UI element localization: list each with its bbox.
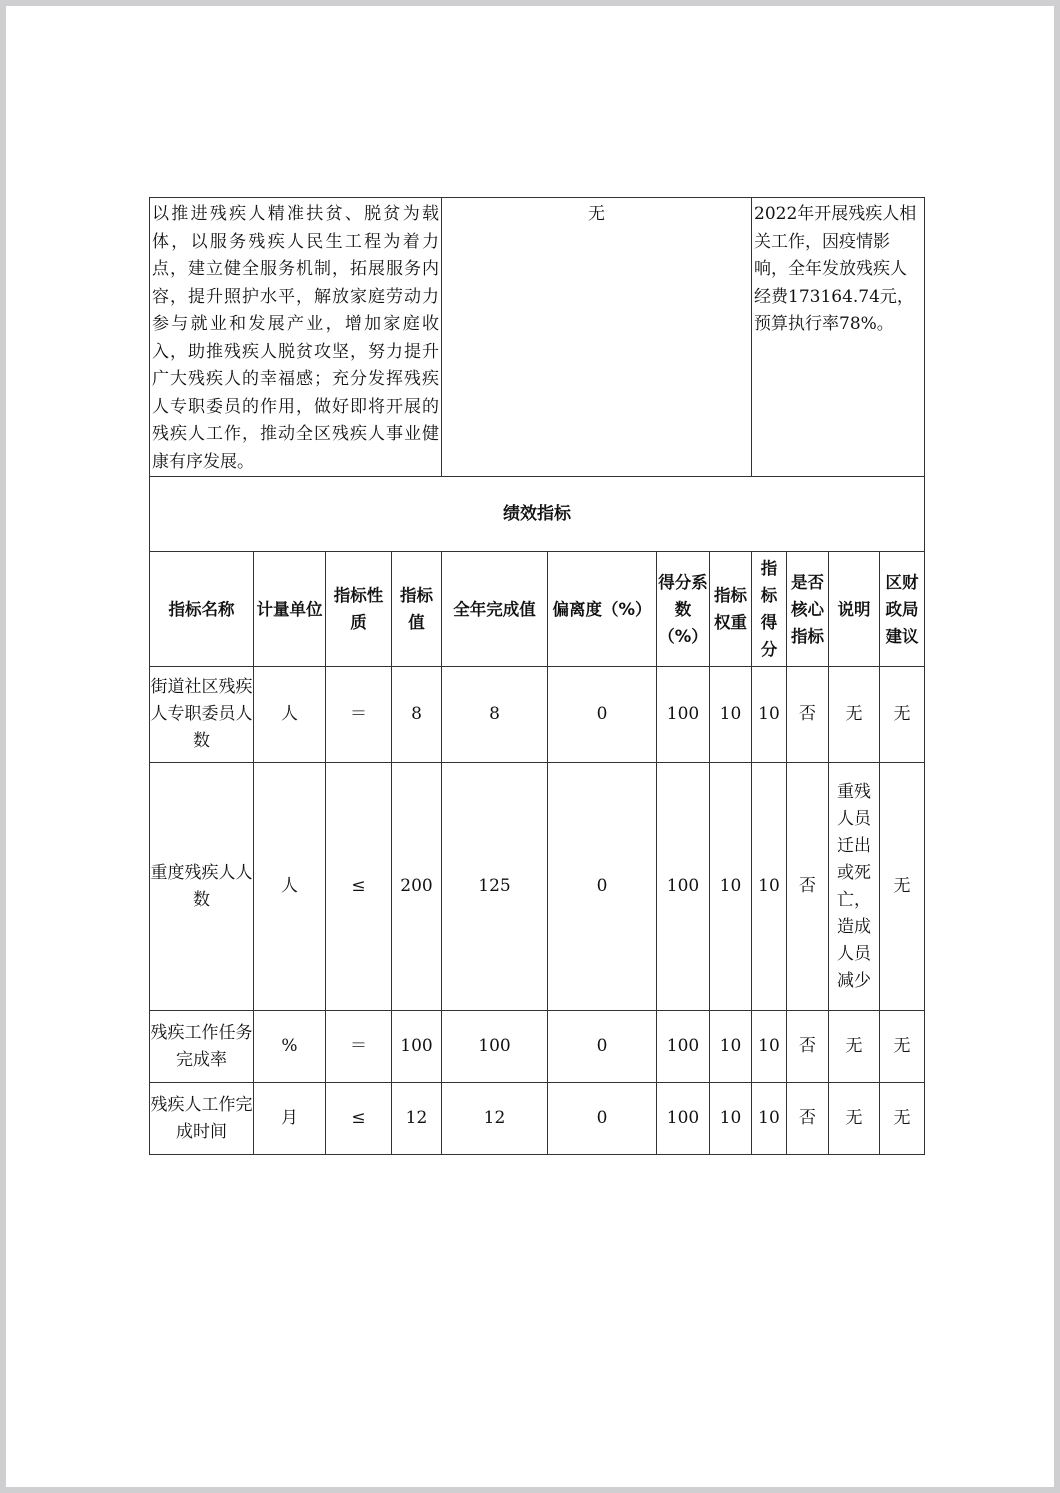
indicator-name: 重度残疾人人数: [150, 763, 254, 1011]
section-row: [150, 477, 925, 552]
indicator-value: 8: [392, 667, 442, 763]
header-name: 指标名称: [150, 552, 254, 667]
indicator-coef: 100: [657, 763, 710, 1011]
indicator-deviation: 0: [548, 1011, 657, 1083]
indicator-note: 无: [829, 667, 880, 763]
indicator-weight: 10: [710, 1083, 752, 1155]
indicator-unit: 人: [254, 667, 326, 763]
indicator-score: 10: [752, 667, 787, 763]
document-page: [6, 6, 1054, 1487]
indicator-deviation: 0: [548, 763, 657, 1011]
header-coef: 得分系数（%）: [657, 552, 710, 667]
indicator-value: 12: [392, 1083, 442, 1155]
indicator-name: 残疾人工作完成时间: [150, 1083, 254, 1155]
indicator-advice: 无: [880, 667, 925, 763]
header-deviation: 偏离度（%）: [548, 552, 657, 667]
header-weight: 指标权重: [710, 552, 752, 667]
performance-table: [149, 197, 925, 1155]
header-note: 说明: [829, 552, 880, 667]
header-nature: 指标性质: [326, 552, 392, 667]
header-row: [150, 552, 925, 667]
indicator-core: 否: [787, 667, 829, 763]
indicator-nature: ＝: [326, 1011, 392, 1083]
indicator-core: 否: [787, 763, 829, 1011]
header-score: 指标得分: [752, 552, 787, 667]
indicator-nature: ＝: [326, 667, 392, 763]
indicator-advice: 无: [880, 1011, 925, 1083]
indicator-nature: ≤: [326, 763, 392, 1011]
indicator-note: 重残人员迁出或死亡，造成人员减少: [829, 763, 880, 1011]
indicator-advice: 无: [880, 763, 925, 1011]
indicator-score: 10: [752, 1011, 787, 1083]
indicator-value: 200: [392, 763, 442, 1011]
indicator-score: 10: [752, 1083, 787, 1155]
indicator-note: 无: [829, 1083, 880, 1155]
indicator-weight: 10: [710, 667, 752, 763]
indicator-coef: 100: [657, 667, 710, 763]
indicator-note: 无: [829, 1011, 880, 1083]
indicator-actual: 12: [442, 1083, 548, 1155]
indicator-name: 街道社区残疾人专职委员人数: [150, 667, 254, 763]
indicator-actual: 8: [442, 667, 548, 763]
indicator-advice: 无: [880, 1083, 925, 1155]
indicator-nature: ≤: [326, 1083, 392, 1155]
indicator-unit: %: [254, 1011, 326, 1083]
header-unit: 计量单位: [254, 552, 326, 667]
table-row: [150, 1011, 925, 1083]
indicator-actual: 100: [442, 1011, 548, 1083]
indicator-coef: 100: [657, 1083, 710, 1155]
indicator-score: 10: [752, 763, 787, 1011]
indicator-weight: 10: [710, 763, 752, 1011]
indicator-name: 残疾工作任务完成率: [150, 1011, 254, 1083]
indicator-unit: 人: [254, 763, 326, 1011]
indicator-deviation: 0: [548, 1083, 657, 1155]
middle-text: 无: [442, 198, 752, 477]
section-title: 绩效指标: [150, 477, 925, 552]
indicator-coef: 100: [657, 1011, 710, 1083]
header-advice: 区财政局建议: [880, 552, 925, 667]
indicator-deviation: 0: [548, 667, 657, 763]
table-row: [150, 1083, 925, 1155]
header-value: 指标值: [392, 552, 442, 667]
goal-text: 以推进残疾人精准扶贫、脱贫为载体，以服务残疾人民生工程为着力点，建立健全服务机制，拓展服务内容，提升照护水平，解放家庭劳动力参与就业和发展产业，增加家庭收入，助推残疾人脱贫攻坚，努力提升广大残疾人的幸福感；充分发挥残疾人专职委员的作用，做好即将开展的残疾人工作，推动全区残疾人事业健康有序发展。: [150, 198, 442, 477]
table-row: [150, 763, 925, 1011]
header-core: 是否核心指标: [787, 552, 829, 667]
indicator-unit: 月: [254, 1083, 326, 1155]
table-row: [150, 667, 925, 763]
header-actual: 全年完成值: [442, 552, 548, 667]
indicator-core: 否: [787, 1011, 829, 1083]
indicator-weight: 10: [710, 1011, 752, 1083]
indicator-core: 否: [787, 1083, 829, 1155]
completion-text: 2022年开展残疾人相关工作，因疫情影响，全年发放残疾人经费173164.74元，预算执行率78%。: [752, 198, 925, 477]
indicator-actual: 125: [442, 763, 548, 1011]
goal-row: [150, 198, 925, 477]
indicator-value: 100: [392, 1011, 442, 1083]
